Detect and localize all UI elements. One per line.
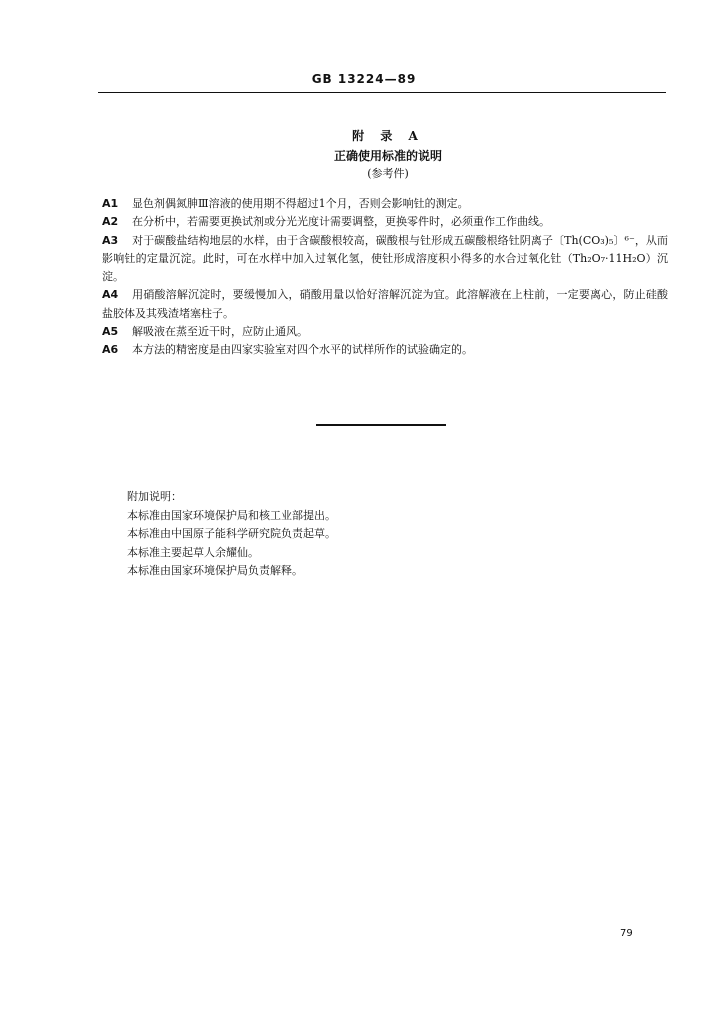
item-text: 用硝酸溶解沉淀时，要缓慢加入，硝酸用量以恰好溶解沉淀为宜。此溶解液在上柱前，一定要离心，防止硅酸盐胶体及其残渣堵塞柱子。: [102, 288, 668, 320]
appendix-subtitle: 正确使用标准的说明: [333, 149, 442, 163]
page-number: 79: [620, 928, 633, 939]
section-divider: [316, 424, 446, 426]
additional-notes-heading: 附加说明：: [127, 490, 182, 503]
item-number: A3: [102, 233, 119, 247]
additional-note-line: 本标准由国家环境保护局和核工业部提出。: [127, 508, 336, 522]
standard-code: GB 13224—89: [311, 72, 417, 86]
appendix-item: [102, 195, 668, 213]
additional-note-line: 本标准由国家环境保护局负责解释。: [127, 564, 303, 577]
item-number: A2: [102, 215, 119, 229]
additional-notes: [127, 488, 627, 581]
appendix-item: [102, 286, 668, 323]
item-text: 本方法的精密度是由四家实验室对四个水平的试样所作的试验确定的。: [132, 343, 473, 357]
appendix-item: [102, 232, 668, 287]
item-text: 在分析中，若需要更换试剂或分光光度计需要调整，更换零件时，必须重作工作曲线。: [132, 215, 550, 229]
header-rule: [98, 92, 666, 93]
item-number: A6: [102, 343, 119, 357]
appendix-item: [102, 341, 668, 359]
appendix-items: [102, 195, 668, 360]
additional-note-line: 本标准由中国原子能科学研究院负责起草。: [127, 527, 336, 540]
item-text: 解吸液在蒸至近干时，应防止通风。: [132, 325, 308, 339]
appendix-title: 附 录 A: [352, 129, 424, 143]
item-number: A5: [102, 325, 119, 339]
appendix-note: (参考件): [367, 167, 409, 180]
additional-note-line: 本标准主要起草人余耀仙。: [127, 545, 259, 559]
item-number: A1: [102, 197, 119, 210]
item-number: A4: [102, 288, 119, 302]
appendix-item: [102, 213, 668, 231]
appendix-item: [102, 323, 668, 341]
item-text: 对于碳酸盐结构地层的水样，由于含碳酸根较高，碳酸根与钍形成五碳酸根络钍阴离子〔Th(CO₃)₅〕⁶⁻，从而影响钍的定量沉淀。此时，可在水样中加入过氧化氢，使钍形成溶度积小得多的水合过氧化钍（Th₂O₇·11H₂O）沉淀。: [102, 233, 668, 284]
item-text: 显色剂偶氮胂Ⅲ溶液的使用期不得超过1个月，否则会影响钍的测定。: [132, 197, 469, 210]
